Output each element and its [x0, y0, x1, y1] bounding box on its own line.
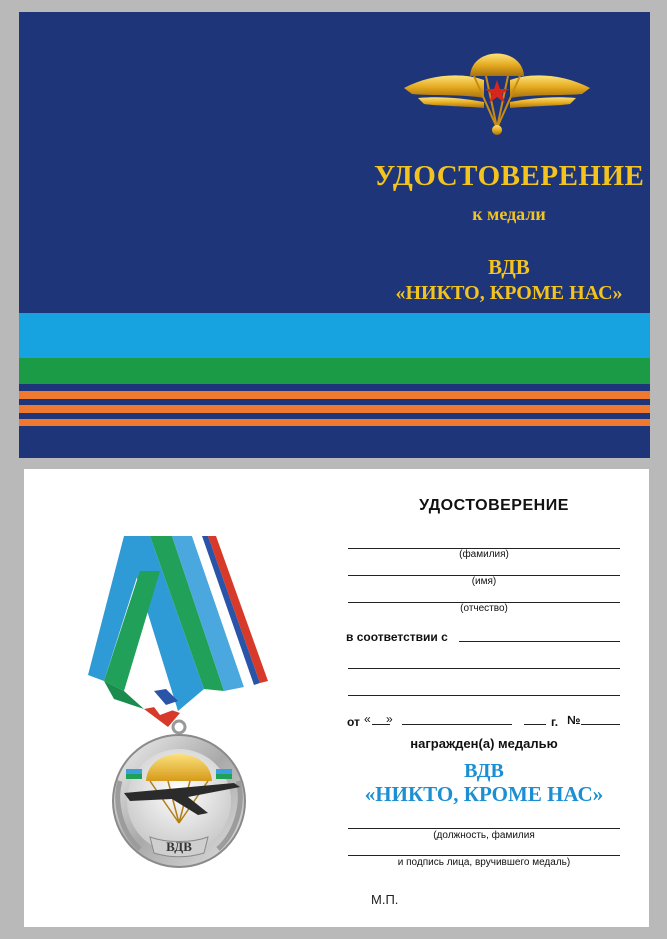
date-year-line[interactable]	[524, 724, 546, 725]
medal-name-line1: ВДВ	[464, 760, 504, 782]
date-quote-close: »	[386, 712, 393, 726]
medal-with-ribbon-icon	[84, 531, 274, 871]
accordance-extra-line[interactable]	[348, 695, 620, 696]
date-number-label: №	[567, 713, 581, 727]
date-year-label: г.	[551, 715, 559, 729]
cover-subtitle: к медали	[472, 204, 546, 224]
date-quote-open: «	[364, 712, 371, 726]
name-caption: (имя)	[471, 576, 497, 587]
medal-name-line2: «НИКТО, КРОМЕ НАС»	[364, 782, 604, 806]
accordance-field-line[interactable]	[459, 641, 620, 642]
sky-blue-stripe	[19, 313, 650, 358]
certificate-inner-page	[24, 469, 649, 927]
cover-title: УДОСТОВЕРЕНИЕ	[374, 160, 645, 192]
orange-stripe	[19, 419, 650, 426]
paratrooper-wings-emblem-icon	[400, 28, 594, 136]
form-title: УДОСТОВЕРЕНИЕ	[419, 497, 569, 514]
stamp-label: М.П.	[371, 892, 399, 907]
patronymic-caption: (отчество)	[460, 603, 508, 614]
cover-medal-line2: «НИКТО, КРОМЕ НАС»	[395, 282, 623, 304]
accordance-label: в соответствии с	[346, 630, 448, 644]
certificate-cover	[19, 12, 650, 458]
orange-stripe	[19, 405, 650, 413]
surname-caption: (фамилия)	[459, 549, 509, 560]
date-month-line[interactable]	[402, 724, 512, 725]
cover-medal-line1: ВДВ	[488, 255, 530, 279]
orange-stripe	[19, 391, 650, 399]
signature-caption-1: (должность, фамилия	[433, 830, 535, 841]
accordance-extra-line[interactable]	[348, 668, 620, 669]
date-number-line[interactable]	[581, 724, 620, 725]
date-from-label: от	[347, 715, 360, 729]
awarded-label: награжден(а) медалью	[410, 736, 558, 751]
green-stripe	[19, 358, 650, 384]
signature-field-line[interactable]	[348, 828, 620, 829]
signature-field-line[interactable]	[348, 855, 620, 856]
medal-inscription: ВДВ	[166, 839, 192, 854]
signature-caption-2: и подпись лица, вручившего медаль)	[397, 857, 571, 868]
